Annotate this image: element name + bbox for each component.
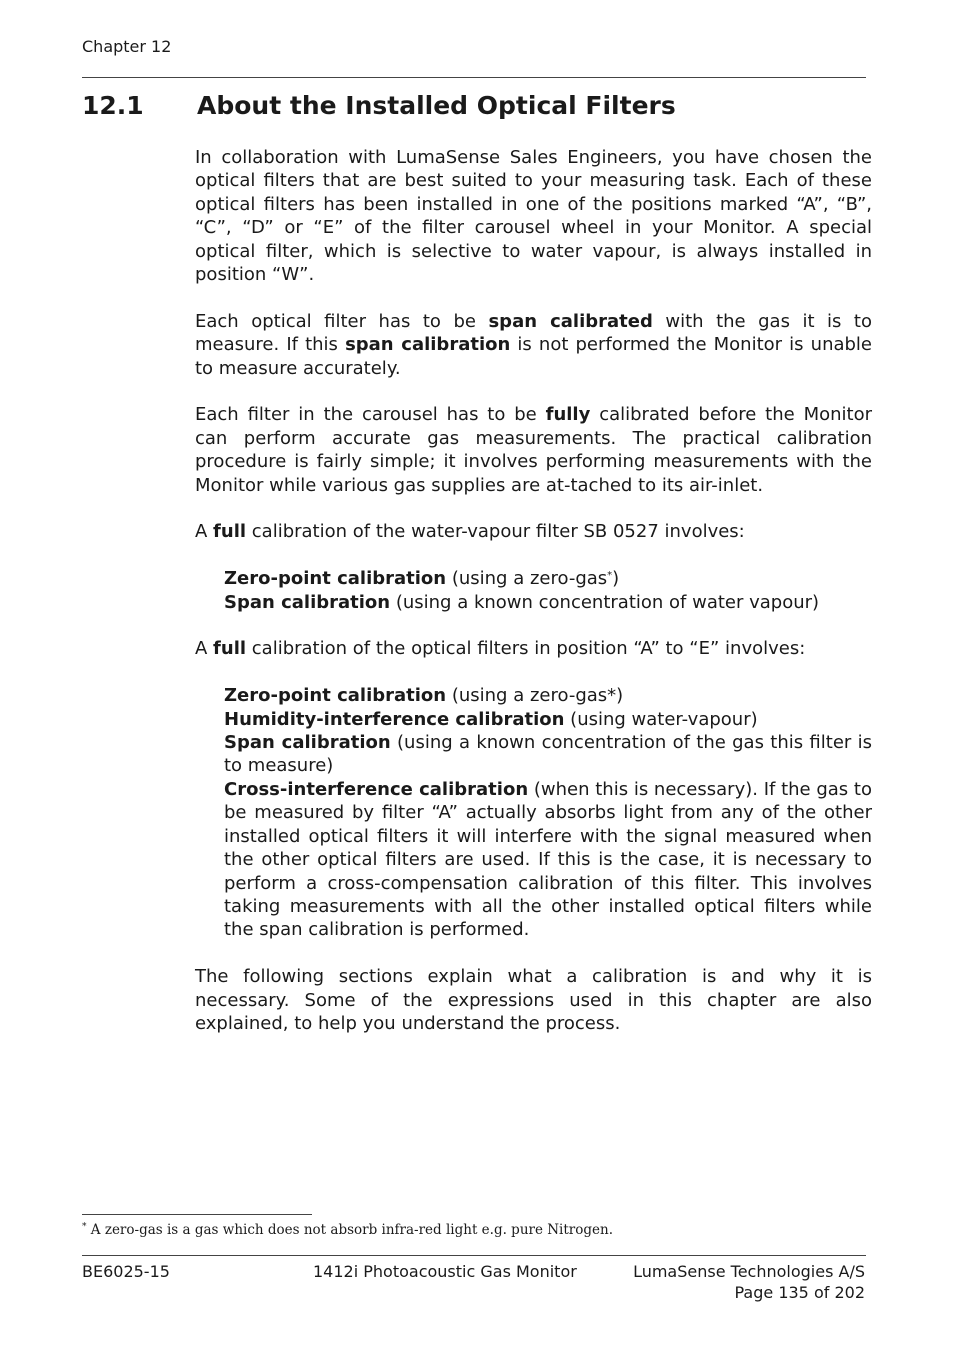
footer-company: LumaSense Technologies A/S — [633, 1262, 865, 1281]
list-item — [224, 708, 872, 731]
calibration-list-water-vapour — [195, 567, 872, 614]
paragraph-2 — [195, 310, 872, 380]
paragraph-5 — [195, 637, 872, 660]
bold-term: span calibrated — [488, 310, 653, 332]
footnote-rule — [82, 1214, 312, 1215]
bold-term: fully — [545, 404, 591, 426]
header-rule — [82, 77, 866, 78]
list-item — [224, 684, 872, 707]
text-run: (when this is necessary). If the gas to be measured by filter “A” actually absorbs light from any of the other installed optical filters it will interfere with the signal measured when the other optical filters are used. If this is the case, it is necessary to perform a cross-compensation calibration of this filter. This involves taking measurements with all the other installed optical filters while the span calibration is performed. — [224, 778, 872, 941]
text-run: Each filter in the carousel has to be — [195, 404, 546, 426]
section-title: About the Installed Optical Filters — [197, 91, 676, 120]
section-number: 12.1 — [82, 91, 144, 120]
text-run: A — [195, 521, 214, 543]
list-item — [224, 731, 872, 778]
bold-term: span calibration — [345, 334, 511, 356]
footer-doc-id: BE6025-15 — [82, 1262, 170, 1281]
text-run: with the gas it is to measure. If this — [195, 310, 872, 356]
text-run: is not performed the Monitor is unable to measure accurately. — [195, 334, 873, 379]
text-run: (using a zero-gas — [446, 568, 608, 590]
footnote — [82, 1222, 613, 1238]
paragraph-1: In collaboration with LumaSense Sales Engineers, you have chosen the optical filters that are best suited to your measuring task. Each of these optical filters has been installed in one of the positions marked “A”, “B”, “C”, “D” or “E” of the filter carousel wheel in your Monitor. A special optical filter, which is selective to water vapour, is always installed in position “W”. — [195, 147, 872, 286]
bold-term: Zero-point calibration — [224, 568, 447, 590]
text-run: calibrated before the Monitor can perform accurate gas measurements. The practical calibration procedure is fairly simple; it involves performing measurements with the Monitor while various gas supplies are at-tached to its air-inlet. — [195, 404, 873, 496]
bold-term: Span calibration — [224, 591, 391, 613]
bold-term: Span calibration — [224, 732, 391, 754]
list-item — [224, 591, 872, 614]
paragraph-6: The following sections explain what a calibration is and why it is necessary. Some of the expressions used in this chapter are also explained, to help you understand the process. — [195, 966, 872, 1034]
text-run: Each optical filter has to be — [195, 310, 489, 332]
text-run: (using water-vapour) — [564, 708, 758, 730]
text-run: calibration of the water-vapour filter SB 0527 involves: — [246, 521, 745, 543]
footer-rule — [82, 1255, 866, 1256]
text-run: A — [195, 638, 214, 660]
text-run: (using a known concentration of water vapour) — [390, 591, 820, 613]
text-run: (using a zero-gas*) — [446, 685, 624, 707]
footer-company-page — [633, 1261, 865, 1303]
page-number: Page 135 of 202 — [734, 1283, 865, 1302]
paragraph-3 — [195, 403, 872, 497]
bold-term: full — [213, 521, 247, 543]
footnote-text: A zero-gas is a gas which does not absorb infra-red light e.g. pure Nitrogen. — [86, 1222, 613, 1238]
list-item — [224, 567, 872, 590]
list-item — [224, 778, 872, 942]
bold-term: full — [213, 638, 247, 660]
body-text — [195, 146, 872, 1059]
text-run: ) — [612, 568, 620, 590]
bold-term: Zero-point calibration — [224, 685, 447, 707]
footer-product: 1412i Photoacoustic Gas Monitor — [313, 1262, 577, 1281]
calibration-list-optical-filters — [195, 684, 872, 941]
footnote-reference[interactable]: * — [607, 570, 613, 582]
text-run: calibration of the optical filters in position “A” to “E” involves: — [246, 638, 806, 660]
chapter-header: Chapter 12 — [82, 37, 172, 56]
section-heading — [82, 91, 676, 120]
text-run: (using a known concentration of the gas this filter is to measure) — [224, 732, 872, 777]
paragraph-4 — [195, 520, 872, 543]
bold-term: Cross-interference calibration — [224, 778, 529, 800]
footnote-mark: * — [82, 1222, 87, 1232]
bold-term: Humidity-interference calibration — [224, 708, 565, 730]
